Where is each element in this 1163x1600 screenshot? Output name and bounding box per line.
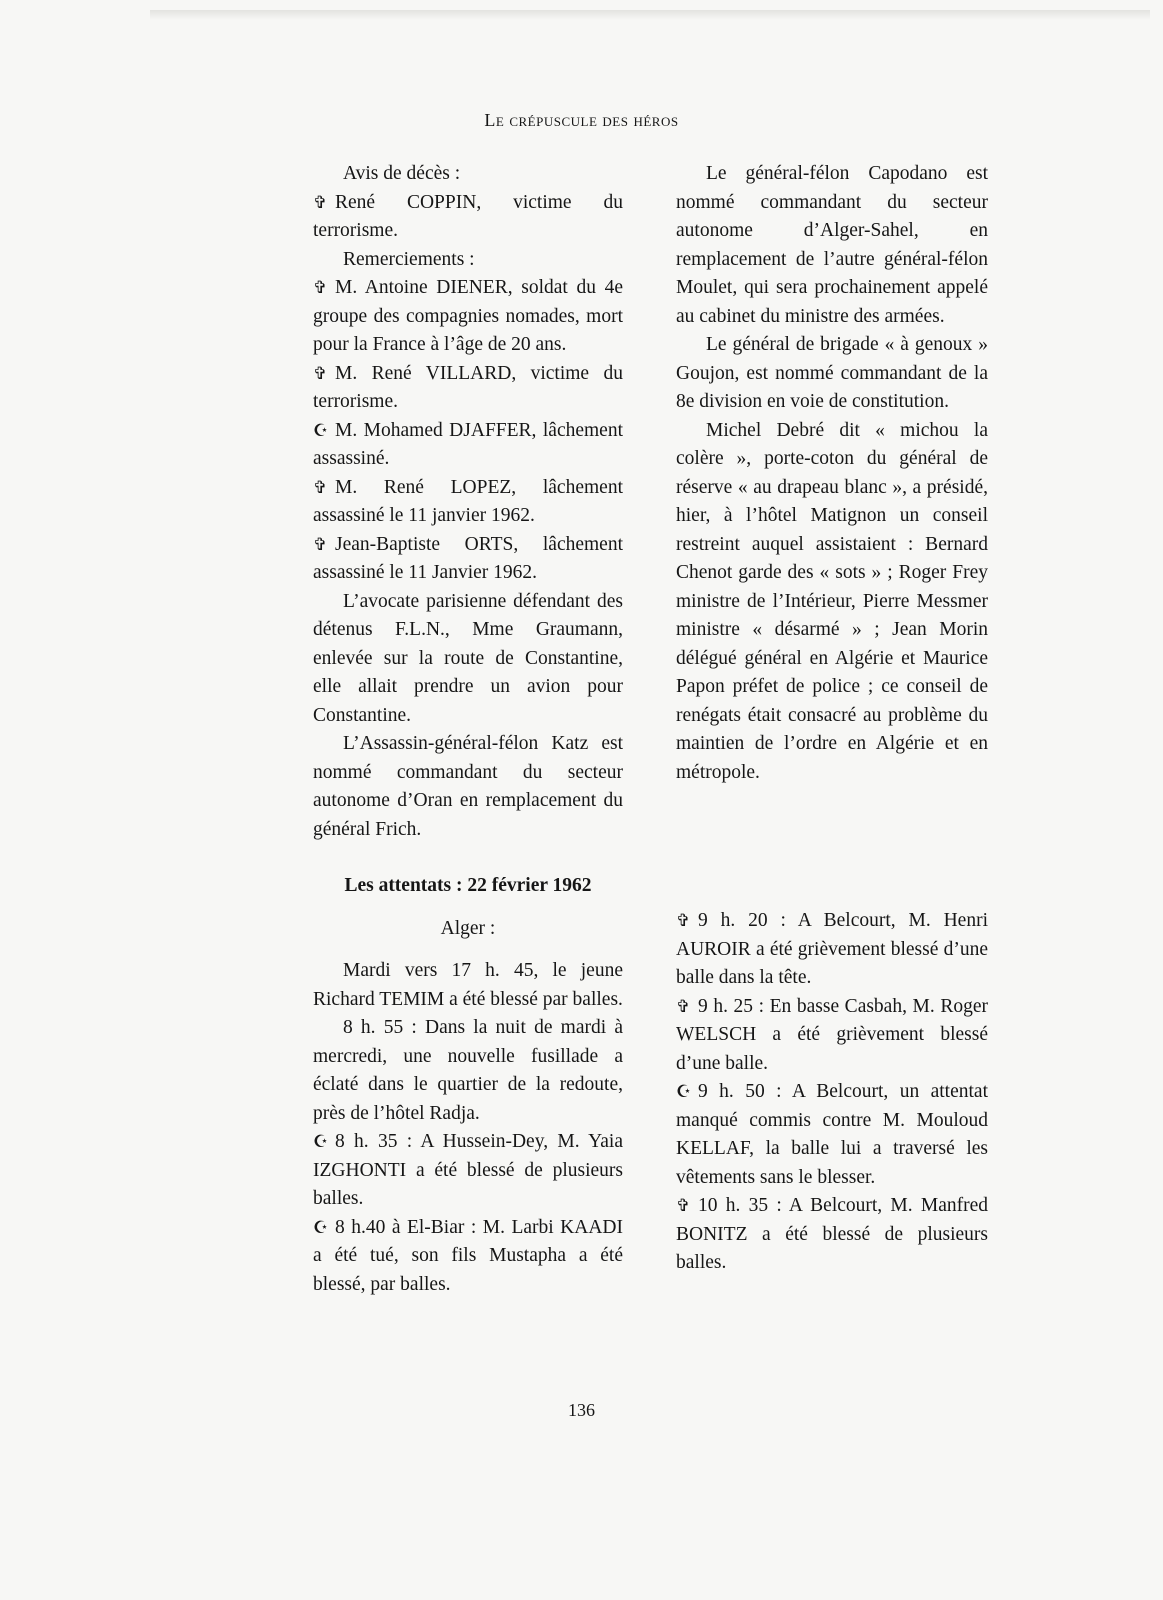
left-paragraph — [313, 915, 623, 944]
left-paragraph — [313, 1014, 623, 1128]
cross-icon: ✞ — [313, 477, 328, 497]
left-paragraph — [313, 588, 623, 731]
left-paragraph — [313, 730, 623, 844]
right-paragraph — [676, 160, 988, 331]
crescent-icon: ☪ — [313, 1132, 329, 1151]
paragraph-text: 8 h. 35 : A Hussein-Dey, M. Yaia IZGHONTI a été blessé de plusieurs balles. — [313, 1131, 623, 1209]
paragraph-text: Le général de brigade « à genoux » Goujon, est nommé commandant de la 8e division en voie de constitution. — [676, 334, 988, 412]
left-paragraph — [313, 531, 623, 588]
left-paragraph — [313, 246, 623, 275]
paragraph-text: M. Antoine DIENER, soldat du 4e groupe des compagnies nomades, mort pour la France à l’âge de 20 ans. — [313, 277, 623, 355]
paragraph-text: M. René LOPEZ, lâchement assassiné le 11 janvier 1962. — [313, 476, 623, 526]
paragraph-text: Remerciements : — [343, 248, 475, 270]
crescent-icon: ☪ — [313, 1217, 329, 1237]
paragraph-text: Mardi vers 17 h. 45, le jeune Richard TEMIM a été blessé par balles. — [313, 960, 623, 1010]
paragraph-text: Le général-félon Capodano est nommé commandant du secteur autonome d’Alger-Sahel, en remplacement de l’autre général-félon Moulet, qui sera prochainement appelé au cabinet du ministre des armées. — [676, 163, 988, 327]
paragraph-text: L’Assassin-général-félon Katz est nommé commandant du secteur autonome d’Oran en remplacement du général Frich. — [313, 733, 623, 840]
cross-icon: ✞ — [313, 278, 328, 297]
crescent-icon: ☪ — [313, 420, 329, 440]
cross-icon: ✞ — [676, 1196, 691, 1215]
paragraph-text: Les attentats : 22 février 1962 — [344, 875, 592, 896]
paragraph-text: 8 h. 55 : Dans la nuit de mardi à mercredi, une nouvelle fusillade a éclaté dans le quartier de la redoute, près de l’hôtel Radja. — [313, 1017, 623, 1124]
paragraph-text: 9 h. 20 : A Belcourt, M. Henri AUROIR a été grièvement blessé d’une balle dans la tête. — [676, 910, 988, 988]
right-paragraph — [676, 993, 988, 1079]
left-paragraph — [313, 189, 623, 246]
left-paragraph — [313, 957, 623, 1014]
scan-edge — [150, 10, 1150, 20]
right-paragraph — [676, 907, 988, 993]
paragraph-text: M. René VILLARD, victime du terrorisme. — [313, 362, 623, 412]
cross-icon: ✞ — [676, 911, 691, 930]
left-paragraph — [313, 360, 623, 417]
paragraph-text: Alger : — [440, 917, 496, 939]
paragraph-text: M. Mohamed DJAFFER, lâchement assassiné. — [313, 419, 623, 469]
cross-icon: ✞ — [676, 996, 691, 1016]
paragraph-text: 8 h.40 à El-Biar : M. Larbi KAADI a été tué, son fils Mustapha a été blessé, par balles. — [313, 1216, 623, 1295]
crescent-icon: ☪ — [676, 1082, 692, 1101]
paragraph-text: 10 h. 35 : A Belcourt, M. Manfred BONITZ a été blessé de plusieurs balles. — [676, 1195, 988, 1273]
paragraph-text: 9 h. 50 : A Belcourt, un attentat manqué commis contre M. Mouloud KELLAF, la balle lui a traversé les vêtements sans le blesser. — [676, 1081, 988, 1188]
paragraph-text: Avis de décès : — [343, 163, 461, 184]
left-paragraph — [313, 1128, 623, 1214]
right-paragraph — [676, 1078, 988, 1192]
paragraph-text: L’avocate parisienne défendant des détenus F.L.N., Mme Graumann, enlevée sur la route de Constantine, elle allait prendre un avion pour Constantine. — [313, 590, 623, 726]
right-column — [676, 160, 988, 1278]
left-paragraph — [313, 474, 623, 531]
left-paragraph — [313, 872, 623, 901]
right-paragraph — [676, 1192, 988, 1278]
paragraph-text: 9 h. 25 : En basse Casbah, M. Roger WELSCH a été grièvement blessé d’une balle. — [676, 995, 988, 1074]
right-paragraph — [676, 417, 988, 788]
right-paragraph — [676, 331, 988, 417]
page-number: 136 — [568, 1400, 595, 1420]
cross-icon: ✞ — [313, 363, 328, 383]
left-column — [313, 160, 623, 1299]
paragraph-text: Michel Debré dit « michou la colère », porte-coton du général de réserve « au drapeau blanc », a présidé, hier, à l’hôtel Matignon un conseil restreint auquel assistaient : Bernard Chenot garde des « sots » ; Roger Frey ministre de l’Intérieur, Pierre Messmer ministre « désarmé » ; Jean Morin délégué général en Algérie et Maurice Papon préfet de police ; ce conseil de renégats était consacré au problème du maintien de l’ordre en Algérie et en métropole. — [676, 419, 988, 783]
paragraph-text: René COPPIN, victime du terrorisme. — [313, 191, 623, 241]
left-paragraph — [313, 417, 623, 474]
left-paragraph — [313, 160, 623, 189]
cross-icon: ✞ — [313, 534, 328, 554]
running-head: Le crépuscule des héros — [484, 110, 679, 130]
paragraph-text: Jean-Baptiste ORTS, lâchement assassiné le 11 Janvier 1962. — [313, 533, 623, 583]
left-paragraph — [313, 1214, 623, 1300]
left-paragraph — [313, 274, 623, 360]
cross-icon: ✞ — [313, 192, 328, 212]
